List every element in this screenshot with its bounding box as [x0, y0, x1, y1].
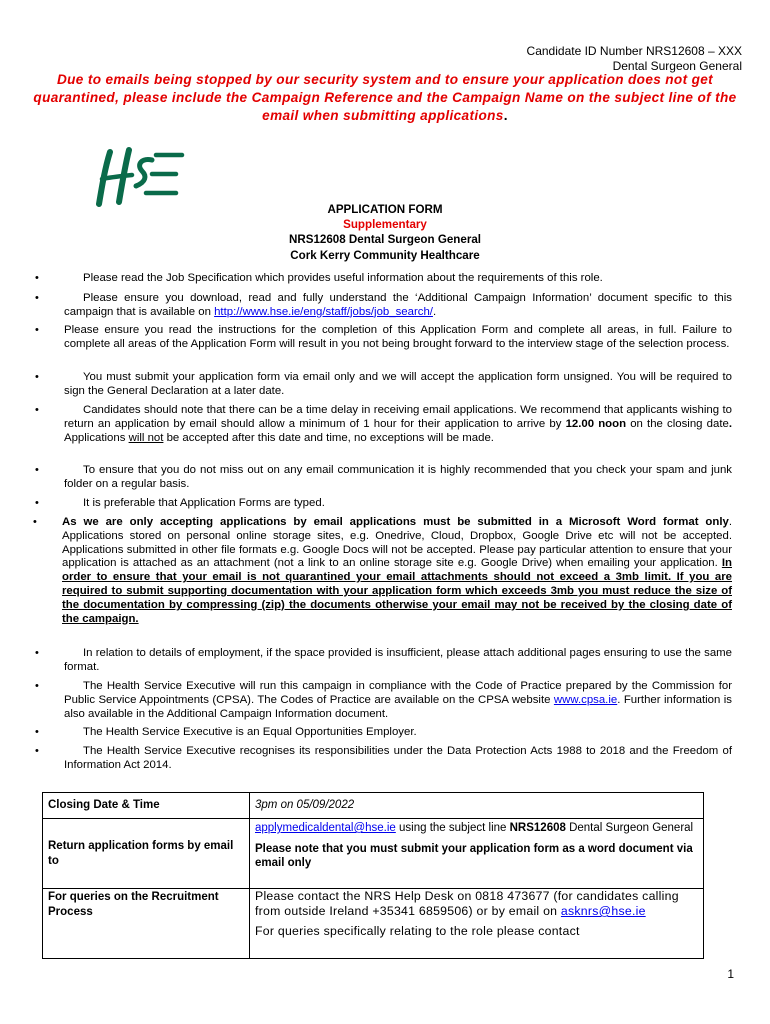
return-label: Return application forms by email to [43, 819, 250, 889]
list-item: • As we are only accepting applications by email applications must be submitted in a Microsoft Word format only. Applications stored on personal online storage sites, e.g. Onedrive, Cloud, Dropbox, Google Drive etc will not be accepted. Applications submitted in other file formats e.g. Google Docs will not be accepted. Please pay particular attention to ensure that your application is attached as an attachment (not a link to an online storage site e.g. Google Drive) when emailing your application. In order to ensure that your email is not quarantined your email attachments should not exceed a 3mb limit. If you are required to submit supporting documentation with your application form which exceeds 3mb you must reduce the size of the documentation by compressing (zip) the documents otherwise your email may not be received by the closing date of the campaign. [62, 516, 732, 626]
warning-text: Due to emails being stopped by our security system and to ensure your application does not get quarantined, please include the Campaign Reference and the Campaign Name on the subject line of the email when submitting applications [33, 72, 737, 123]
list-item: • The Health Service Executive will run this campaign in compliance with the Code of Practice prepared by the Commission for Public Service Appointments (CPSA). The Codes of Practice are available on the CPSA website www.cpsa.ie. Further information is also available in the Additional Campaign Information document. [64, 680, 732, 721]
campaign-name: NRS12608 Dental Surgeon General [288, 233, 481, 247]
hse-logo [96, 146, 186, 208]
form-heading [0, 202, 770, 263]
job-search-link[interactable]: http://www.hse.ie/eng/staff/jobs/job_search/ [214, 305, 433, 318]
area-name: Cork Kerry Community Healthcare [290, 248, 480, 262]
table-row [43, 793, 704, 819]
hse-logo-icon [96, 146, 186, 208]
role-name: Dental Surgeon General [612, 58, 742, 73]
queries-value: Please contact the NRS Help Desk on 0818 473677 (for candidates calling from outside Ireland +35341 6859506) or by email on asknrs@hse.ie For queries specifically relating to the role please contact [250, 889, 704, 959]
asknrs-email-link[interactable]: asknrs@hse.ie [560, 904, 646, 918]
list-item: • The Health Service Executive recognises its responsibilities under the Data Protection Acts 1988 to 2018 and the Freedom of Information Act 2014. [64, 745, 732, 773]
warning-end: . [503, 108, 508, 123]
info-table [42, 792, 704, 959]
return-value: applymedicaldental@hse.ie using the subject line NRS12608 Dental Surgeon General Please note that you must submit your application form as a word document via email only [250, 819, 704, 889]
list-item: • It is preferable that Application Forms are typed. [64, 497, 732, 511]
apply-email-link[interactable]: applymedicaldental@hse.ie [255, 822, 396, 834]
page-number: 1 [727, 967, 734, 981]
table-row [43, 819, 704, 889]
candidate-header [527, 44, 742, 73]
list-item: • To ensure that you do not miss out on any email communication it is highly recommended that you check your spam and junk folder on a regular basis. [64, 464, 732, 492]
list-item: • In relation to details of employment, if the space provided is insufficient, please attach additional pages ensuring to use the same format. [64, 647, 732, 675]
list-item: • Please ensure you download, read and fully understand the ‘Additional Campaign Information’ document specific to this campaign that is available on http://www.hse.ie/eng/staff/jobs/job_search/. [64, 292, 732, 320]
list-item: • Please ensure you read the instructions for the completion of this Application Form and complete all areas, in full. Failure to complete all areas of the Application Form will result in you not being brought forward to the interview stage of the selection process. [64, 324, 732, 352]
candidate-id: Candidate ID Number NRS12608 – XXX [526, 44, 742, 58]
queries-role: For queries specifically relating to the role please contact [255, 924, 580, 938]
cpsa-link[interactable]: www.cpsa.ie [553, 693, 618, 706]
list-item: • The Health Service Executive is an Equal Opportunities Employer. [64, 726, 732, 740]
list-item: • Please read the Job Specification which provides useful information about the requirements of this role. [64, 272, 732, 286]
closing-label: Closing Date & Time [43, 793, 250, 819]
closing-value: 3pm on 05/09/2022 [250, 793, 704, 819]
list-item: • You must submit your application form via email only and we will accept the application form unsigned. You will be required to sign the General Declaration at a later date. [64, 371, 732, 399]
form-subtitle: Supplementary [343, 218, 427, 232]
email-warning [20, 71, 750, 125]
list-item: • Candidates should note that there can be a time delay in receiving email applications. We recommend that applicants wishing to return an application by email should allow a minimum of 1 hour for their application to arrive by 12.00 noon on the closing date. Applications will not be accepted after this date and time, no exceptions will be made. [64, 404, 732, 445]
queries-label: For queries on the Recruitment Process [43, 889, 250, 959]
return-note: Please note that you must submit your application form as a word document via email only [255, 842, 693, 869]
table-row [43, 889, 704, 959]
form-title: APPLICATION FORM [327, 203, 443, 216]
